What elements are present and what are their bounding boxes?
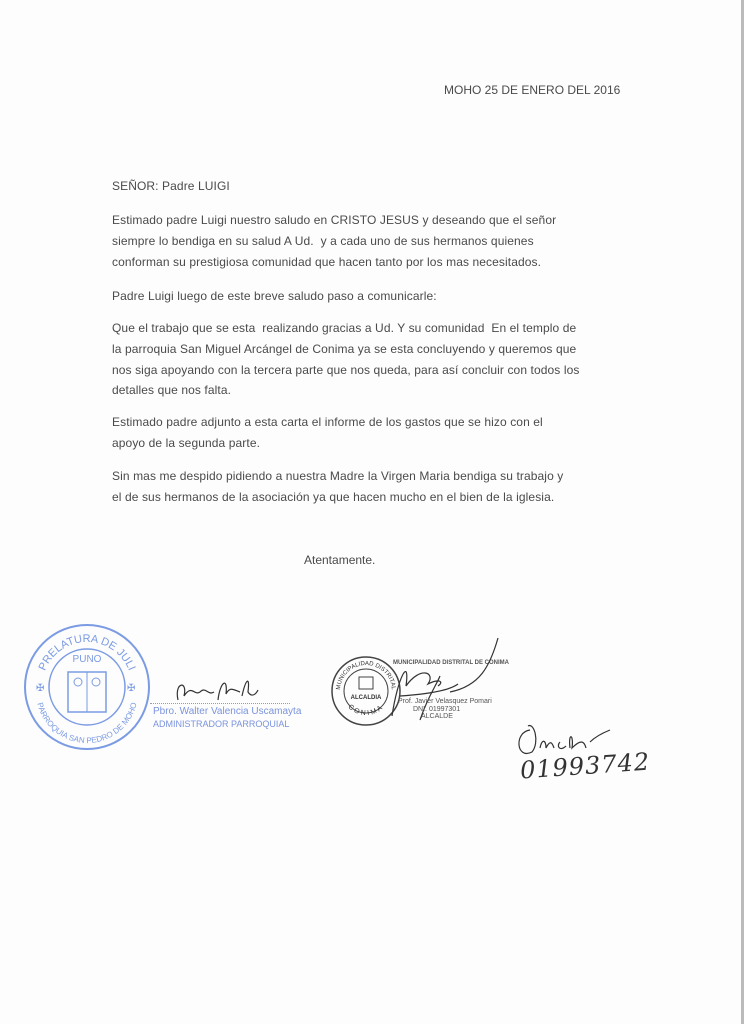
parish-stamp-top-text: PRELATURA DE JULI	[36, 632, 138, 673]
parish-stamp-center-text: PUNO	[72, 654, 102, 665]
letter-date: MOHO 25 DE ENERO DEL 2016	[444, 83, 621, 97]
parish-handwritten-signature	[170, 672, 260, 706]
svg-text:PRELATURA DE JULI	[37, 633, 138, 672]
body-line: Sin mas me despido pidiendo a nuestra Madre la Virgen Maria bendiga su trabajo y	[112, 469, 564, 483]
parish-stamp	[22, 622, 152, 752]
municipal-stamp-center-text: ALCALDIA	[350, 695, 382, 701]
parish-signer-title: ADMINISTRADOR PARROQUIAL	[153, 719, 290, 729]
body-line: Estimado padre Luigi nuestro saludo en CRISTO JESUS y deseando que el señor	[112, 213, 557, 227]
svg-text:✠: ✠	[127, 683, 136, 694]
body-line: Que el trabajo que se esta realizando gracias a Ud. Y su comunidad En el templo de	[112, 321, 577, 335]
handwritten-number: 01993742	[519, 747, 651, 785]
svg-text:✠: ✠	[36, 683, 45, 694]
salutation: SEÑOR: Padre LUIGI	[112, 179, 230, 193]
closing: Atentamente.	[304, 553, 376, 567]
municipal-stamp-bottom-text: CONIMA	[346, 703, 386, 718]
body-line: conforman su prestigiosa comunidad que hacen tanto por los mas necesitados.	[112, 255, 542, 269]
municipal-stamp-ring-text: MUNICIPALIDAD DISTRITAL	[335, 660, 397, 691]
body-line: el de sus hermanos de la asociación ya que hacen mucho en el bien de la iglesia.	[112, 490, 555, 504]
mayor-title: ALCALDE	[421, 713, 453, 720]
mayor-header: MUNICIPALIDAD DISTRITAL DE CONIMA	[393, 660, 509, 666]
mayor-name: Prof. Javier Velasquez Pomari	[398, 698, 492, 705]
body-line: Estimado padre adjunto a esta carta el informe de los gastos que se hizo con el	[112, 415, 543, 429]
mayor-dni: DNI. 01997301	[413, 706, 461, 713]
parish-signer-name: Pbro. Walter Valencia Uscamayta	[153, 706, 302, 717]
body-line: apoyo de la segunda parte.	[112, 436, 261, 450]
signature-line	[150, 703, 290, 704]
body-line: detalles que nos falta.	[112, 383, 232, 397]
body-line: la parroquia San Miguel Arcángel de Conima ya se esta concluyendo y queremos que	[112, 342, 577, 356]
body-line: siempre lo bendiga en su salud A Ud. y a cada uno de sus hermanos quienes	[112, 234, 534, 248]
body-line: Padre Luigi luego de este breve saludo paso a comunicarle:	[112, 289, 437, 303]
body-line: nos siga apoyando con la tercera parte que nos queda, para así concluir con todos los	[112, 363, 580, 377]
parish-stamp-bottom-text: PARROQUIA SAN PEDRO DE MOHO	[35, 701, 139, 746]
